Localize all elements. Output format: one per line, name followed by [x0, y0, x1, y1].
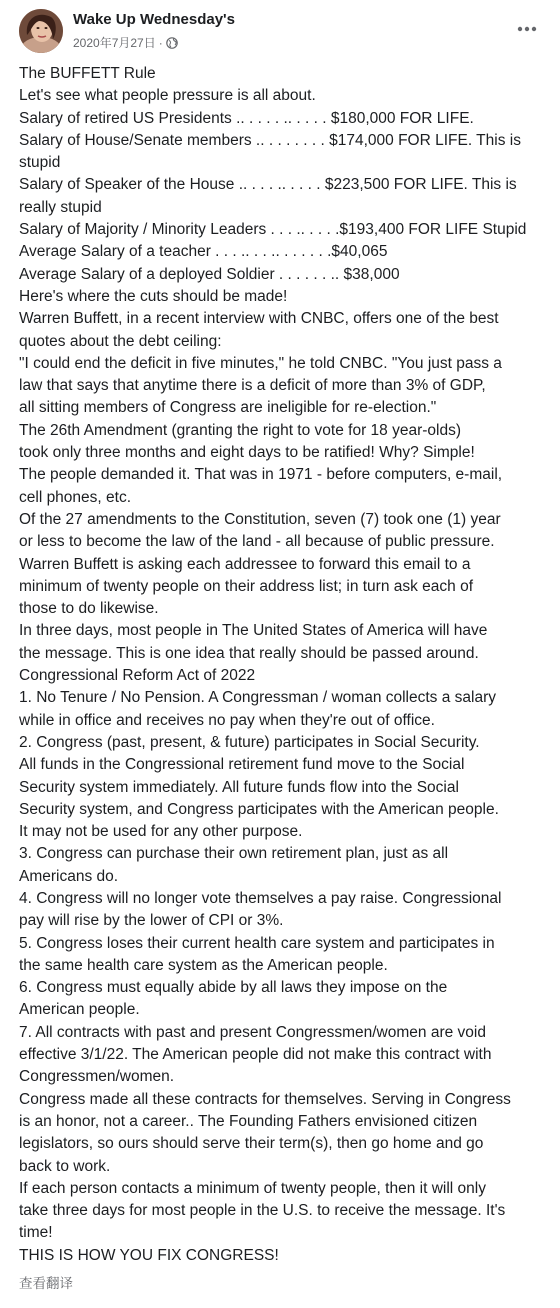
post-text-line: time!: [19, 1224, 53, 1242]
post-text-line: Here's where the cuts should be made!: [19, 287, 288, 305]
post-text-line: 3. Congress can purchase their own retirement plan, just as all: [19, 845, 449, 863]
post-text-line: If each person contacts a minimum of twenty people, then it will only: [19, 1179, 486, 1197]
post-text-line: the message. This is one idea that really should be passed around.: [19, 644, 479, 662]
post-text-line: while in office and receives no pay when they're out of office.: [19, 711, 435, 729]
post-text-line: Salary of House/Senate members .. . . . . . . . $174,000 FOR LIFE. This is: [19, 131, 521, 149]
post-text-line: the same health care system as the American people.: [19, 956, 388, 974]
post-text-line: Salary of retired US Presidents .. . . . . .. . . . . $180,000 FOR LIFE.: [19, 109, 474, 127]
post-text-line: Average Salary of a deployed Soldier . . . . . . .. $38,000: [19, 265, 400, 283]
post-text-line: Security system immediately. All future funds flow into the Social: [19, 778, 459, 796]
post-text-line: All funds in the Congressional retirement fund move to the Social: [19, 756, 465, 774]
post-meta: [73, 34, 178, 51]
meta-separator: ·: [158, 35, 163, 50]
post-text-line: took only three months and eight days to be ratified! Why? Simple!: [19, 444, 475, 462]
post-text-line: THIS IS HOW YOU FIX CONGRESS!: [19, 1246, 279, 1264]
see-translation-link[interactable]: 查看翻译: [19, 1276, 73, 1291]
post-text-line: Security system, and Congress participates with the American people.: [19, 800, 499, 818]
post-text-line: The BUFFETT Rule: [19, 65, 156, 82]
post-text-line: quotes about the debt ceiling:: [19, 332, 222, 350]
avatar[interactable]: [19, 9, 63, 53]
post-text-line: minimum of twenty people on their address list; in turn ask each of: [19, 577, 474, 595]
post-text-line: Warren Buffett is asking each addressee to forward this email to a: [19, 555, 471, 573]
post-text-line: those to do likewise.: [19, 600, 159, 618]
post-text-line: legislators, so ours should serve their term(s), then go home and go: [19, 1135, 484, 1153]
post-text-line: pay will rise by the lower of CPI or 3%.: [19, 912, 284, 930]
post-text-line: Average Salary of a teacher . . . .. . . .. . . . . . .$40,065: [19, 243, 388, 261]
post-text-line: back to work.: [19, 1157, 111, 1175]
post-text-line: Salary of Speaker of the House .. . . . .. . . . . $223,500 FOR LIFE. This is: [19, 176, 517, 194]
post-text-line: 5. Congress loses their current health care system and participates in: [19, 934, 495, 952]
post-text-line: Warren Buffett, in a recent interview with CNBC, offers one of the best: [19, 310, 499, 328]
post-text-line: take three days for most people in the U.S. to receive the message. It's: [19, 1202, 506, 1220]
post-text-line: Let's see what people pressure is all about.: [19, 87, 316, 105]
post-text-line: It may not be used for any other purpose.: [19, 823, 303, 841]
post-text-line: effective 3/1/22. The American people did not make this contract with: [19, 1046, 492, 1064]
post-text-line: Americans do.: [19, 867, 119, 885]
more-horizontal-icon: [517, 26, 537, 32]
post-text-line: American people.: [19, 1001, 140, 1019]
post-text-line: 2. Congress (past, present, & future) participates in Social Security.: [19, 733, 480, 751]
post-text-line: really stupid: [19, 198, 102, 216]
post-text: [19, 63, 543, 1267]
post-text-line: or less to become the law of the land - all because of public pressure.: [19, 533, 495, 551]
post-text-line: is an honor, not a career.. The Founding Fathers envisioned citizen: [19, 1112, 478, 1130]
post-text-line: In three days, most people in The United States of America will have: [19, 622, 488, 640]
avatar-image: [19, 9, 63, 53]
page-name[interactable]: Wake Up Wednesday's: [73, 11, 235, 28]
post-text-line: The 26th Amendment (granting the right to vote for 18 year-olds): [19, 421, 461, 439]
post-text-line: Congressional Reform Act of 2022: [19, 667, 256, 685]
post-text-line: cell phones, etc.: [19, 488, 132, 506]
post-text-line: stupid: [19, 154, 61, 172]
post-text-line: Congress made all these contracts for themselves. Serving in Congress: [19, 1090, 511, 1108]
post-text-line: Congressmen/women.: [19, 1068, 175, 1086]
globe-icon: [166, 37, 178, 49]
more-options-button[interactable]: [513, 17, 541, 41]
post-text-line: 1. No Tenure / No Pension. A Congressman / woman collects a salary: [19, 689, 497, 707]
post-text-line: all sitting members of Congress are ineligible for re-election.": [19, 399, 437, 417]
post-text-line: law that says that anytime there is a deficit of more than 3% of GDP,: [19, 377, 486, 395]
post-text-line: 7. All contracts with past and present Congressmen/women are void: [19, 1023, 486, 1041]
post-text-line: "I could end the deficit in five minutes," he told CNBC. "You just pass a: [19, 354, 502, 372]
post-date[interactable]: 2020年7月27日: [73, 36, 156, 50]
post-text-line: 4. Congress will no longer vote themselves a pay raise. Congressional: [19, 889, 502, 907]
post-text-line: The people demanded it. That was in 1971 - before computers, e-mail,: [19, 466, 503, 484]
post-text-line: 6. Congress must equally abide by all laws they impose on the: [19, 979, 448, 997]
post-text-line: Salary of Majority / Minority Leaders . . . .. . . . .$193,400 FOR LIFE Stupid: [19, 221, 527, 239]
post-header: [19, 9, 541, 55]
post-text-line: Of the 27 amendments to the Constitution, seven (7) took one (1) year: [19, 510, 501, 528]
